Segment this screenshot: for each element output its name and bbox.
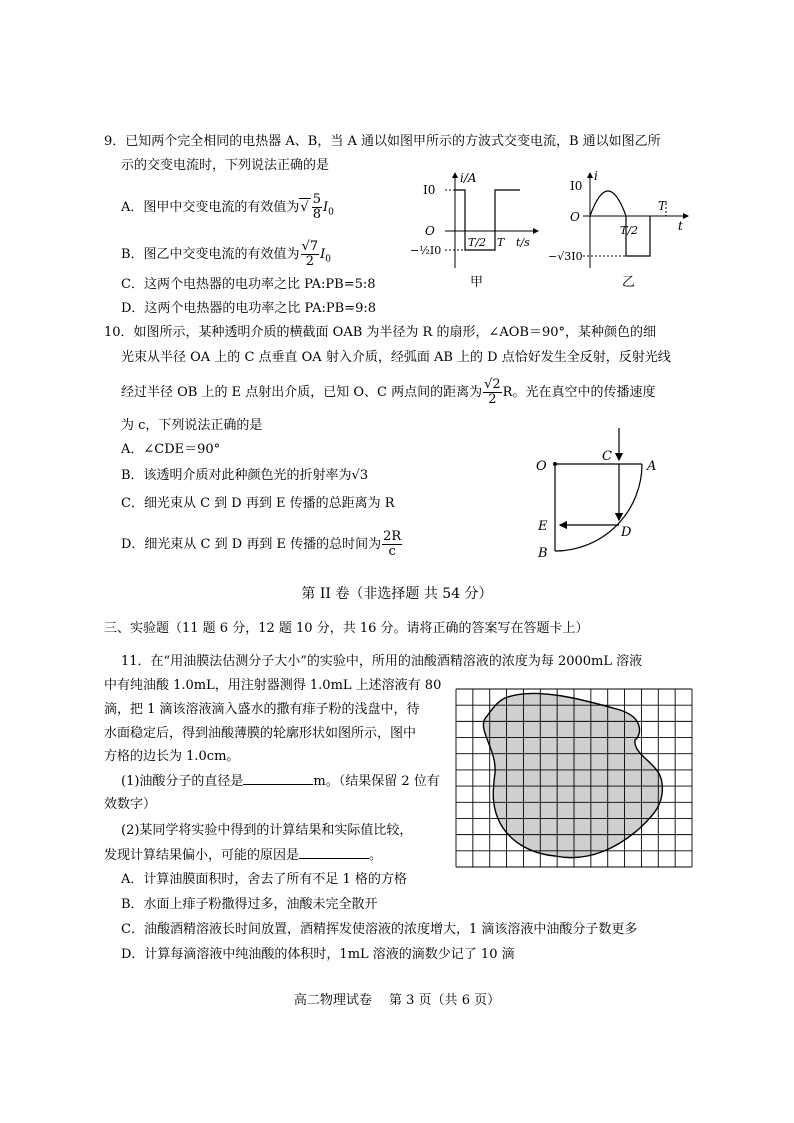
q11-part2-line2: 发现计算结果偏小，可能的原因是 。 xyxy=(104,848,383,863)
q10-label-o: O xyxy=(536,459,547,474)
q10-stem-line2: 光束从半径 OA 上的 C 点垂直 OA 射入介质，经弧面 AB 上的 D 点恰好发生全反射，反射光线 xyxy=(121,350,671,365)
fig-yi-caption: 乙 xyxy=(622,275,636,290)
q9-stem-line1: 9．已知两个完全相同的电热器 A、B，当 A 通以如图甲所示的方波式交变电流，B 通以如图乙所 xyxy=(104,134,661,149)
q11-option-a: A．计算油膜面积时，舍去了所有不足 1 格的方格 xyxy=(121,872,407,887)
figure-q10-sector xyxy=(530,420,670,565)
q9-option-c: C．这两个电热器的电功率之比 PA:PB=5:8 xyxy=(121,277,376,292)
q11-stem-line2: 中有纯油酸 1.0mL，用注射器测得 1.0mL 上述溶液有 80 xyxy=(104,678,442,693)
figure-jia-square-wave xyxy=(410,168,540,293)
q10-option-b: B．该透明介质对此种颜色光的折射率为√3 xyxy=(121,468,369,483)
q10-point-o xyxy=(553,462,557,466)
fig-yi-neg-label: −√3I0 xyxy=(548,250,583,263)
q11-part1-blank xyxy=(243,772,313,785)
fig-jia-y-label: i/A xyxy=(460,171,477,185)
fig-yi-half-t: T/2 xyxy=(620,224,639,237)
q11-part2-blank xyxy=(299,846,369,859)
q11-stem-line5: 方格的边长为 1.0cm。 xyxy=(104,749,240,764)
q11-stem-line1: 11．在“用油膜法估测分子大小”的实验中，所用的油酸酒精溶液的浓度为每 2000mL 溶液 xyxy=(121,654,643,669)
q11-oil-film-outline xyxy=(483,693,662,857)
q11-option-d: D．计算每滴溶液中纯油酸的体积时，1mL 溶液的滴数少记了 10 滴 xyxy=(121,947,515,962)
q9-option-a: A．图甲中交变电流的有效值为√ $\frac{5}{8}$ $I_0$ xyxy=(121,192,334,222)
q11-part2-line1: (2)某同学将实验中得到的计算结果和实际值比较， xyxy=(121,823,413,838)
q10-stem-line1: 10．如图所示，某种透明介质的横截面 OAB 为半径为 R 的扇形，∠AOB＝90°，某种颜色的细 xyxy=(104,325,656,340)
q11-stem-line3: 滴，把 1 滴该溶液滴入盛水的撒有痱子粉的浅盘中，待 xyxy=(104,702,420,717)
fig-jia-origin: O xyxy=(425,224,435,238)
q11-part1-note: 效数字） xyxy=(104,797,157,812)
q10-label-c: C xyxy=(602,449,612,464)
q11-part1: (1)油酸分子的直径是 m。（结果保留 2 位有 xyxy=(121,774,440,789)
fig-yi-origin: O xyxy=(570,210,580,224)
q9-option-b: B．图乙中交变电流的有效值为 $\frac{√7}{2}$ $I_0$ xyxy=(121,239,331,269)
fig-yi-t: T xyxy=(658,199,667,213)
fig-yi-top-label: I0 xyxy=(570,179,583,193)
fig-jia-top-label: I0 xyxy=(423,183,436,197)
section2-title: 第 II 卷（非选择题 共 54 分） xyxy=(301,586,493,602)
section3-title: 三、实验题（11 题 6 分，12 题 10 分，共 16 分。请将正确的答案写在答题卡上） xyxy=(104,621,589,636)
q11-option-b: B．水面上痱子粉撒得过多，油酸未完全散开 xyxy=(121,897,378,912)
q10-stem-line3: 经过半径 OB 上的 E 点射出介质，已知 O、C 两点间的距离为 $\frac{√2}{2}$ R。光在真空中的传播速度 xyxy=(121,377,656,407)
figure-yi-sine-wave xyxy=(548,168,693,293)
q10-option-a: A．∠CDE＝90° xyxy=(121,442,221,457)
q10-option-c: C．细光束从 C 到 D 再到 E 传播的总距离为 R xyxy=(121,496,395,511)
fig-jia-caption: 甲 xyxy=(470,275,484,290)
fig-jia-neg-label: −½I0 xyxy=(410,244,442,257)
q10-option-d: D．细光束从 C 到 D 再到 E 传播的总时间为 $\frac{2R}{c}$ xyxy=(121,529,402,559)
q9-option-d: D．这两个电热器的电功率之比 PA:PB=9:8 xyxy=(121,301,376,316)
q10-label-a: A xyxy=(647,459,657,474)
q11-option-c: C．油酸酒精溶液长时间放置，酒精挥发使溶液的浓度增大，1 滴该溶液中油酸分子数更多 xyxy=(121,922,638,937)
fig-yi-y-label: i xyxy=(594,169,598,183)
q11-stem-line4: 水面稳定后，得到油酸薄膜的轮廓形状如图所示，图中 xyxy=(104,726,417,741)
q9-stem-line2: 示的交变电流时，下列说法正确的是 xyxy=(121,158,330,173)
q10-label-d: D xyxy=(621,525,632,540)
fig-jia-half-t: T/2 xyxy=(468,236,487,249)
q10-stem-line4: 为 c，下列说法正确的是 xyxy=(121,418,263,433)
fig-jia-t: T xyxy=(497,236,505,249)
fig-jia-x-label: t/s xyxy=(516,236,530,249)
page-footer: 高二物理试卷 第 3 页（共 6 页） xyxy=(293,993,501,1008)
fig-yi-sine-half xyxy=(590,191,626,216)
figure-q11-oil-film-grid xyxy=(455,688,695,870)
fig-yi-x-label: t xyxy=(678,219,683,233)
fig-jia-waveform xyxy=(455,190,520,250)
q10-label-b: B xyxy=(538,546,548,561)
q10-label-e: E xyxy=(538,519,548,534)
